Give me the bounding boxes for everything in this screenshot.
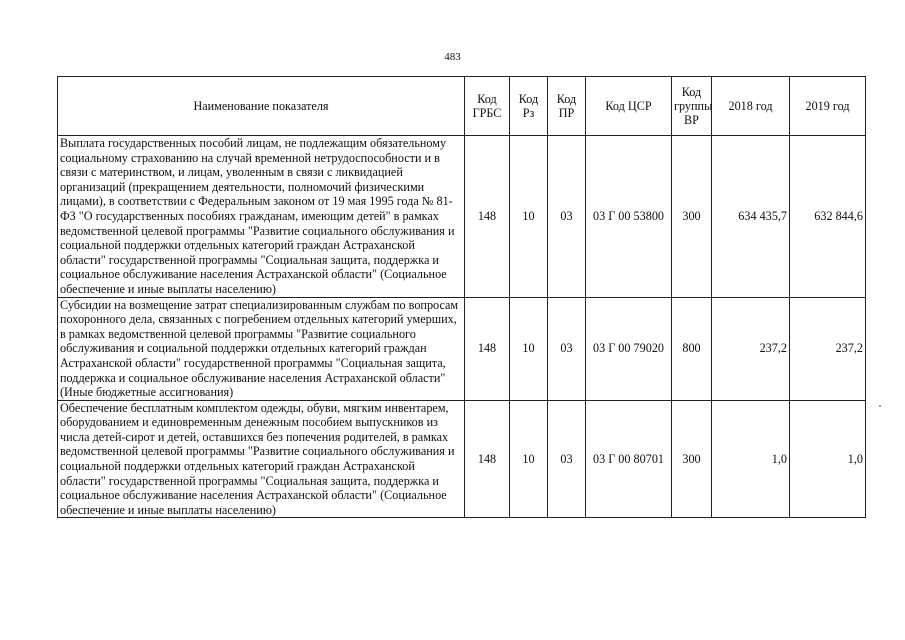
scan-dot-mark — [879, 405, 881, 407]
row-amount-2019: 237,2 — [790, 297, 866, 400]
table-header-row — [58, 77, 866, 136]
row-indicator-name: Выплата государственных пособий лицам, не подлежащим обязательному социальному страхованию на случай временной нетрудоспособности и в связи с материнством, и лицам, уволенным в связи с ликвидацией организаций (прекращением деятельности, полномочий физическими лицами), в соответствии с Федеральным законом от 19 мая 1995 года № 81-ФЗ "О государственных пособиях гражданам, имеющим детей" в рамках ведомственной целевой программы "Развитие социального обслуживания и социальной поддержки отдельных категорий граждан Астраханской области" государственной программы "Социальная защита, поддержка и социальное обслуживание населения Астраханской области" (Социальное обеспечение и иные выплаты населению) — [58, 136, 465, 298]
row-grbs-code: 148 — [465, 136, 510, 298]
row-vr-code: 300 — [672, 400, 712, 518]
row-vr-code: 300 — [672, 136, 712, 298]
row-pr-code: 03 — [548, 297, 586, 400]
row-rz-code: 10 — [510, 400, 548, 518]
header-vr-group-code: Код группы ВР — [672, 77, 712, 136]
row-csr-code: 03 Г 00 79020 — [586, 297, 672, 400]
row-rz-code: 10 — [510, 136, 548, 298]
header-csr-code: Код ЦСР — [586, 77, 672, 136]
table-row — [58, 136, 866, 298]
row-amount-2019: 632 844,6 — [790, 136, 866, 298]
budget-table — [57, 76, 866, 518]
row-amount-2018: 1,0 — [712, 400, 790, 518]
page-number: 483 — [444, 51, 461, 63]
row-grbs-code: 148 — [465, 297, 510, 400]
row-rz-code: 10 — [510, 297, 548, 400]
row-vr-code: 800 — [672, 297, 712, 400]
table-row — [58, 400, 866, 518]
table-row — [58, 297, 866, 400]
row-pr-code: 03 — [548, 136, 586, 298]
row-indicator-name: Обеспечение бесплатным комплектом одежды, обуви, мягким инвентарем, оборудованием и единовременным денежным пособием выпускников из числа детей-сирот и детей, оставшихся без попечения родителей, в рамках ведомственной целевой программы "Развитие социального обслуживания и социальной поддержки отдельных категорий граждан Астраханской области" государственной программы "Социальная защита, поддержка и социальное обслуживание населения Астраханской области" (Социальное обеспечение и иные выплаты населению) — [58, 400, 465, 518]
row-csr-code: 03 Г 00 80701 — [586, 400, 672, 518]
header-grbs-code: Код ГРБС — [465, 77, 510, 136]
header-pr-code: Код ПР — [548, 77, 586, 136]
row-amount-2018: 237,2 — [712, 297, 790, 400]
row-pr-code: 03 — [548, 400, 586, 518]
header-year-2019: 2019 год — [790, 77, 866, 136]
header-year-2018: 2018 год — [712, 77, 790, 136]
row-grbs-code: 148 — [465, 400, 510, 518]
row-indicator-name: Субсидии на возмещение затрат специализированным службам по вопросам похоронного дела, связанных с погребением отдельных категорий умерших, в рамках ведомственной целевой программы "Развитие социального обслуживания и социальной поддержки отдельных категорий граждан Астраханской области" государственной программы "Социальная защита, поддержка и социальное обслуживание населения Астраханской области" (Иные бюджетные ассигнования) — [58, 297, 465, 400]
row-amount-2019: 1,0 — [790, 400, 866, 518]
row-amount-2018: 634 435,7 — [712, 136, 790, 298]
header-indicator-name: Наименование показателя — [58, 77, 465, 136]
header-rz-code: Код Рз — [510, 77, 548, 136]
row-csr-code: 03 Г 00 53800 — [586, 136, 672, 298]
